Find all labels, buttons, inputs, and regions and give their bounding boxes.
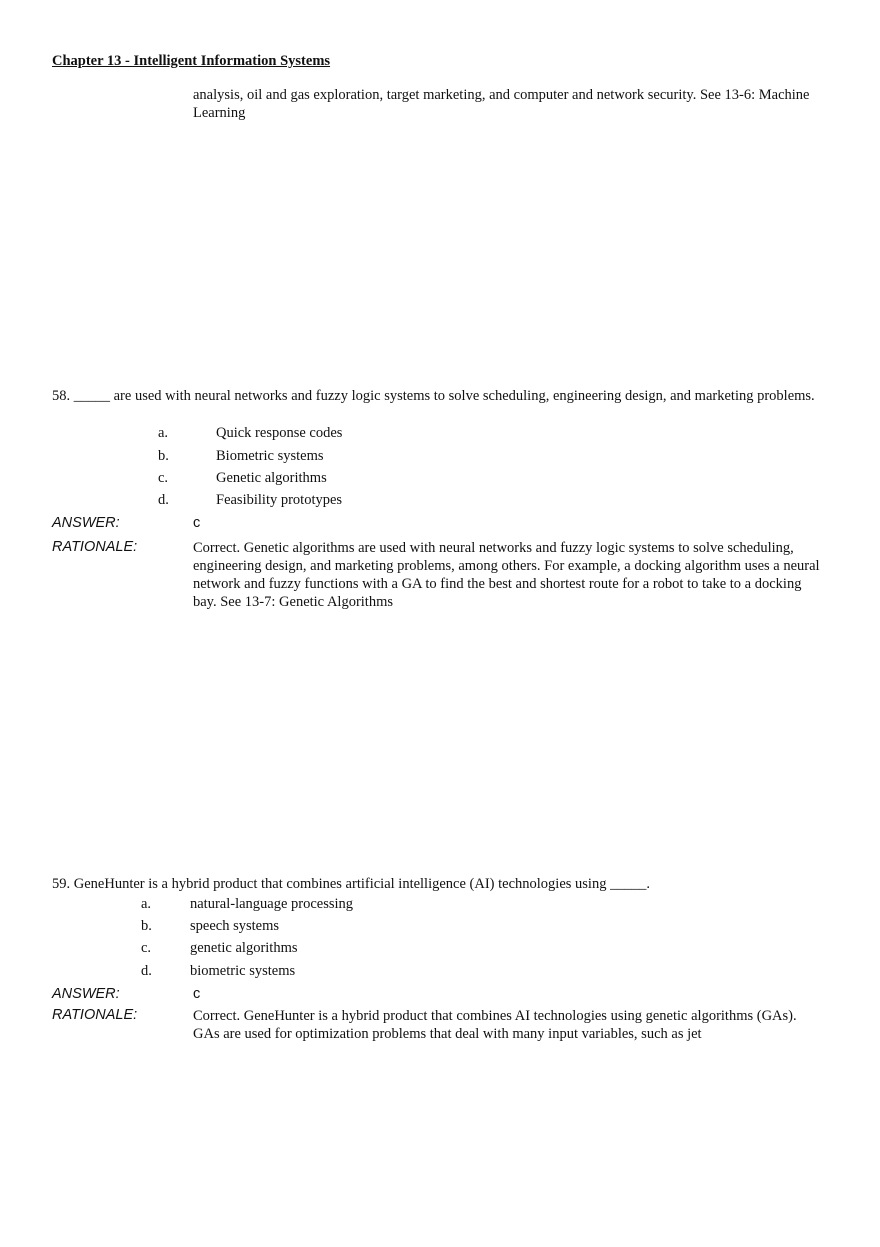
q58-rationale-label: RATIONALE: (52, 539, 138, 555)
q58-option-b-letter: b. (158, 448, 169, 464)
q59-option-c-text: genetic algorithms (190, 940, 298, 956)
question-58-text: 58. _____ are used with neural networks and fuzzy logic systems to solve scheduling, engineering design, and marketing problems. (52, 388, 815, 404)
q59-answer-label: ANSWER: (52, 986, 120, 1002)
q58-option-c-text: Genetic algorithms (216, 470, 327, 486)
q59-rationale-label: RATIONALE: (52, 1007, 138, 1023)
q59-option-b-letter: b. (141, 918, 152, 934)
q58-option-d-letter: d. (158, 492, 169, 508)
q59-option-a-letter: a. (141, 896, 152, 912)
q59-option-c-letter: c. (141, 940, 152, 956)
q58-option-d-text: Feasibility prototypes (216, 492, 343, 508)
q59-option-d-text: biometric systems (190, 963, 296, 979)
q58-answer-value: c (193, 515, 201, 531)
q58-option-b-text: Biometric systems (216, 448, 324, 464)
chapter-header: Chapter 13 - Intelligent Information Systems (52, 53, 331, 69)
q58-option-a-letter: a. (158, 425, 169, 441)
q59-option-b-text: speech systems (190, 918, 279, 934)
q58-rationale-text: Correct. Genetic algorithms are used with neural networks and fuzzy logic systems to solve scheduling, engineering design, and marketing problems, among others. For example, a docking algorithm uses a neural network and fuzzy functions with a GA to find the best and shortest route for a robot to take to a docking bay. See 13-7: Genetic Algorithms (193, 540, 820, 610)
q59-rationale-text: Correct. GeneHunter is a hybrid product that combines AI technologies using genetic algorithms (GAs). GAs are used for optimization problems that deal with many input variables, such as jet (193, 1008, 797, 1042)
q58-answer-label: ANSWER: (52, 515, 120, 531)
q59-answer-value: c (193, 986, 201, 1002)
q58-option-a-text: Quick response codes (216, 425, 343, 441)
q59-option-d-letter: d. (141, 963, 152, 979)
q59-option-a-text: natural-language processing (190, 896, 354, 912)
continuation-text: analysis, oil and gas exploration, target marketing, and computer and network security. See 13-6: Machine Learning (193, 87, 810, 121)
question-59-text: 59. GeneHunter is a hybrid product that combines artificial intelligence (AI) technologies using _____. (52, 876, 650, 892)
q58-option-c-letter: c. (158, 470, 169, 486)
